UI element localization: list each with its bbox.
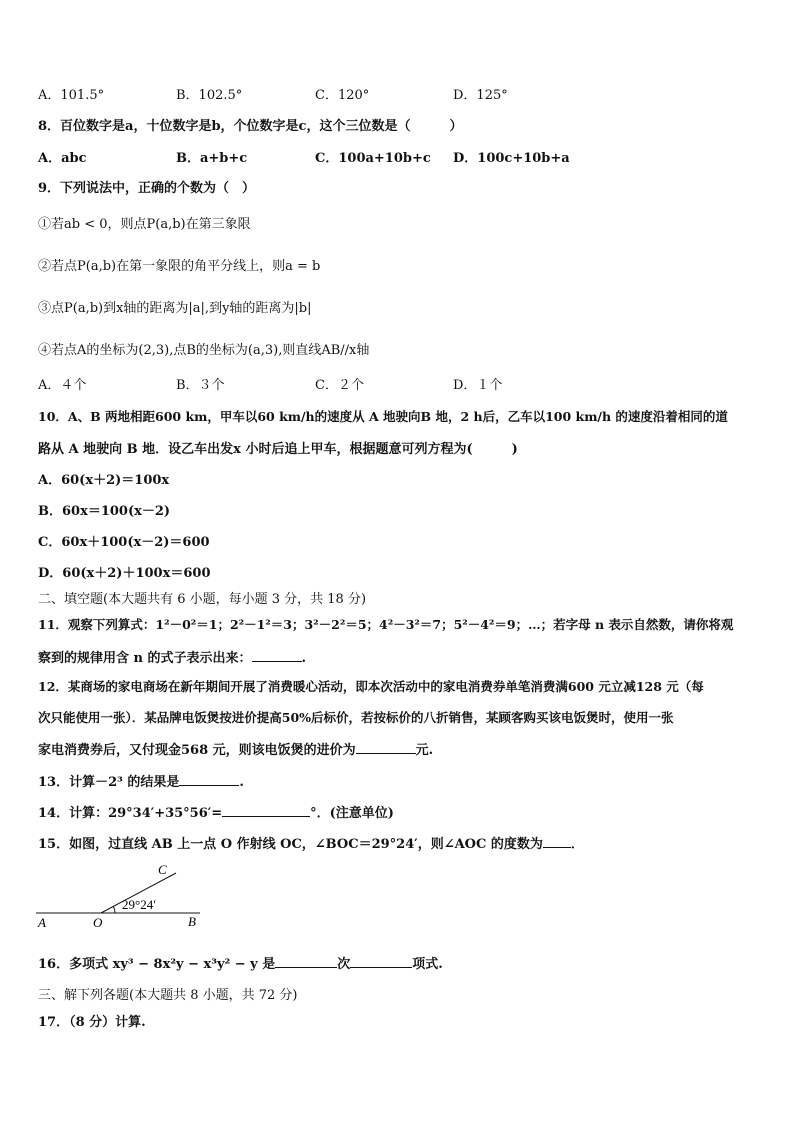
q11-line2-end: . (301, 651, 307, 666)
q9-item-2: ②若点P(a,b)在第一象限的角平分线上，则a = b (38, 259, 321, 274)
q16-blank-degree[interactable] (275, 955, 337, 968)
q14 (38, 802, 394, 821)
q12-answer-blank[interactable] (356, 741, 416, 754)
q7-option-c: C．120° (315, 88, 370, 103)
q9-option-a: A．４个 (38, 378, 87, 393)
q12-line1: 12．某商场的家电商场在新年期间开展了消费暖心活动，即本次活动中的家电消费券单笔消费满600 元立减128 元（每 (38, 679, 704, 694)
section-3-heading: 三、解下列各题(本大题共 8 小题，共 72 分) (38, 988, 298, 1003)
q8-option-c: C．100a+10b+c (315, 151, 431, 166)
q9-stem: 9．下列说法中，正确的个数为（ ） (38, 181, 256, 196)
q8-option-d: D．100c+10b+a (453, 151, 570, 166)
label-c: C (158, 862, 167, 877)
angle-label: 29°24′ (122, 897, 157, 912)
q16-mid: 次 (337, 957, 351, 972)
q9-option-c: C．２个 (315, 378, 364, 393)
q12-line3-end: 元. (415, 743, 434, 758)
q16-blank-terms[interactable] (350, 955, 412, 968)
q13-answer-blank[interactable] (179, 773, 239, 786)
angle-arc (113, 907, 115, 914)
q8-option-a: A．abc (38, 151, 87, 166)
q10-option-c: C．60x＋100(x－2)＝600 (38, 535, 210, 550)
q11-answer-blank[interactable] (252, 649, 302, 662)
q9-item-4: ④若点A的坐标为(2,3),点B的坐标为(a,3),则直线AB//x轴 (38, 343, 370, 358)
q9-item-3: ③点P(a,b)到x轴的距离为|a|,到y轴的距离为|b| (38, 301, 312, 316)
q14-text: 14．计算：29°34′+35°56′= (38, 806, 223, 821)
q14-end: °．(注意单位) (310, 806, 394, 821)
q16-end: 项式. (412, 957, 443, 972)
q10-stem-line2: 路从 A 地驶向 B 地．设乙车出发x 小时后追上甲车，根据题意可列方程为( ) (38, 442, 518, 457)
q13 (38, 771, 244, 790)
q11-line2 (38, 647, 306, 666)
q12-line3-text: 家电消费券后，又付现金568 元，则该电饭煲的进价为 (38, 743, 356, 758)
q7-option-d: D．125° (453, 88, 508, 103)
q15 (38, 833, 584, 852)
q12-line2: 次只能使用一张）．某品牌电饭煲按进价提高50%后标价，若按标价的八折销售，某顾客购买该电饭煲时，使用一张 (38, 710, 674, 725)
q8-stem: 8．百位数字是a，十位数字是b，个位数字是c，这个三位数是（ ） (38, 119, 463, 134)
q9-item-1: ①若ab < 0，则点P(a,b)在第三象限 (38, 217, 251, 232)
q16 (38, 953, 443, 972)
q15-answer-blank[interactable] (543, 835, 571, 848)
q10-option-a: A．60(x＋2)＝100x (38, 473, 170, 488)
q15-figure (30, 858, 210, 934)
label-b: B (188, 914, 196, 929)
q14-answer-blank[interactable] (222, 804, 310, 817)
section-2-heading: 二、填空题(本大题共有 6 小题，每小题 3 分，共 18 分) (38, 592, 367, 607)
q9-option-b: B．３个 (176, 378, 225, 393)
q10-option-d: D．60(x＋2)＋100x＝600 (38, 566, 211, 581)
q16-text: 16．多项式 xy³ − 8x²y − x³y² − y 是 (38, 957, 276, 972)
q9-option-d: D．１个 (453, 378, 503, 393)
q11-line1: 11．观察下列算式：1²－0²＝1；2²－1²＝3；3²－2²＝5；4²－3²＝7；5²－4²＝9；…；若字母 n 表示自然数，请你将观 (38, 617, 734, 632)
q7-option-a: A．101.5° (38, 88, 105, 103)
q10-stem-line1: 10．A、B 两地相距600 km，甲车以60 km/h的速度从 A 地驶向B 地，2 h后，乙车以100 km/h 的速度沿着相同的道 (38, 409, 728, 424)
q15-end: ． (570, 837, 584, 852)
q17: 17．（8 分）计算. (38, 1015, 146, 1030)
q11-line2-text: 察到的规律用含 n 的式子表示出来： (38, 651, 252, 666)
q10-option-b: B．60x＝100(x－2) (38, 504, 171, 519)
q13-end: . (239, 775, 244, 790)
label-o: O (93, 915, 103, 930)
q7-option-b: B．102.5° (176, 88, 243, 103)
q13-text: 13．计算－2³ 的结果是 (38, 775, 180, 790)
q8-option-b: B．a+b+c (176, 151, 248, 166)
label-a: A (38, 915, 46, 930)
q15-text: 15．如图，过直线 AB 上一点 O 作射线 OC，∠BOC＝29°24′，则∠AOC 的度数为 (38, 837, 543, 852)
q12-line3 (38, 739, 433, 758)
